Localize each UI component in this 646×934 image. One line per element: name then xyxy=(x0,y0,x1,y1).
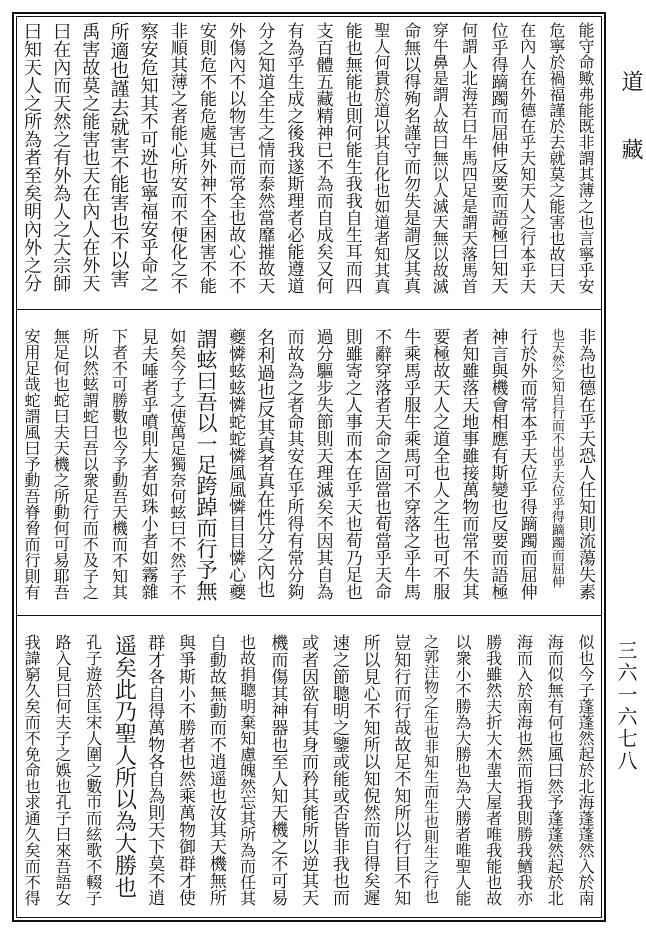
text-column: 聖人何貴於道以其自化也如道者知其真 xyxy=(371,22,391,294)
text-column: 無足何也蛇曰夫天機之所動何可易耶吾 xyxy=(51,328,71,600)
text-column: 所以見心不知所以知倪然而自得矣遲 xyxy=(359,634,380,906)
text-column: 而故為之者命其安在乎所得有常分夠 xyxy=(283,328,304,600)
text-column: 也故捐聰明棄知慮魄然忘其所為而任其 xyxy=(237,634,257,906)
text-column: 群才各自得萬物各自為則天下莫不逍 xyxy=(144,634,165,906)
margin-title: 道 藏 xyxy=(618,70,643,172)
text-column: 在內人在外德在乎天知天人之行本乎天 xyxy=(517,22,537,294)
text-column: 神言與機會相應有斯變也反要而語極 xyxy=(487,328,508,600)
text-column: 海而似無有何也風曰然予蓬蓬然起於北 xyxy=(545,634,565,906)
text-column: 路入見曰何夫子之娛也孔子曰來吾語女 xyxy=(52,634,72,906)
text-column: 非為也德在乎天恐人任知則流蕩失素 xyxy=(575,328,595,600)
text-column: 位乎得蹢躅而屈伸反要而語極曰知天 xyxy=(487,22,508,294)
text-column: 非順其薄之者能心所安而不便化之不 xyxy=(166,22,187,294)
text-column: 名利過也反其真者真在性分之內也 xyxy=(254,328,276,598)
text-column: 速之節聰明之鑒或能或否皆非我也而 xyxy=(328,634,349,906)
text-column: 曰知天人之所為者至矣明內外之分 xyxy=(21,22,43,292)
text-column: 機而傷其神器也至人知天機之不可易 xyxy=(267,634,288,906)
text-column: 危寧於禍福謹於去就莫之能害也故曰天 xyxy=(546,22,566,294)
text-column: 要極故天人之道全也人之生也可不服 xyxy=(429,328,450,600)
text-column: 能守命歟弗能既非謂其薄之也言寧乎安 xyxy=(576,22,595,294)
text-column: 以衆小不勝為大勝也為大勝者唯聖人能 xyxy=(452,634,472,906)
text-column: 或者因欲有其身而矜其能所以逆其天 xyxy=(298,634,319,906)
text-column: 牛乘馬乎服牛乘馬可不穿落之乎牛馬 xyxy=(400,328,421,600)
text-column: 曰在內而天然之有外為人之大宗師 xyxy=(50,22,72,292)
text-column: 見夫唾者乎噴則大者如珠小者如霧雜 xyxy=(137,328,158,600)
text-column: 孔子遊於匡宋人圍之數帀而絃歌不輟子 xyxy=(83,634,103,906)
text-column: 穿牛鼻是謂人故曰無以人滅天無以故滅 xyxy=(430,22,450,294)
text-column: 過分驅步失節則天理滅矣不因其自為 xyxy=(312,328,333,600)
text-column: 謂蚿曰吾以一足跨踔而行予無 xyxy=(193,328,218,601)
text-column: 則雖寄之人事而本在乎天也荀乃足也 xyxy=(341,328,362,600)
lower-register xyxy=(20,634,600,910)
register-divider-1 xyxy=(17,309,601,310)
text-column: 何謂人北海若曰牛馬四足是謂天落馬首 xyxy=(459,22,479,294)
text-column: 夔憐蚿蚿憐蛇蛇憐風風憐目目憐心夔 xyxy=(225,328,246,600)
text-column: 行於外而常本乎天位乎得蹢躅而屈伸 xyxy=(516,328,537,600)
text-column: 下者不可勝數也今予動吾天機而不知其 xyxy=(109,328,129,600)
text-column: 所以然蚿謂蛇曰吾以衆足行而不及子之 xyxy=(80,328,100,600)
text-column: 安則危不能危處其外神不全困害不能 xyxy=(195,22,216,294)
text-column: 分之知道全生之情而泰然當靡摧故天 xyxy=(254,22,275,294)
text-column: 自動故無動而不逍遥也汝其天機無所 xyxy=(205,634,226,906)
text-column: 如矣今子之使萬足獨奈何蚿曰不然子不 xyxy=(167,328,187,600)
text-column: 禹害故莫之能害也天在內人在外天 xyxy=(79,22,101,292)
text-column: 能也無能也則何能生我我自生耳而四 xyxy=(341,22,362,294)
register-divider-2 xyxy=(17,615,601,616)
text-column: 與爭斯小不勝者也然乘萬物御群才使 xyxy=(175,634,196,906)
text-column: 豈知行而行哉故足不知所以行目不知 xyxy=(390,634,411,906)
upper-register xyxy=(20,22,600,298)
page-number: 三六一六七八 xyxy=(614,640,638,772)
text-column: 也天然之知自行而不出乎天位乎得蹢躅而屈伸 xyxy=(548,328,564,588)
text-column: 我諱窮久矣而不免命也求通久矣而不得 xyxy=(22,634,42,906)
text-column: 者知雖落天地事雖接萬物而常不失其 xyxy=(458,328,479,600)
text-column: 察安危知其不可迯也寧福安乎命之 xyxy=(137,22,159,292)
text-column: 似也今子蓬蓬然起於北海蓬蓬然入於南 xyxy=(576,634,595,906)
text-column: 遥矣此乃聖人所以為大勝也 xyxy=(111,634,137,898)
text-column: 勝我雖然夫折大木蜚大屋者唯我能也故 xyxy=(483,634,503,906)
text-column: 之郭注物之生也非知生而生也則生之行也 xyxy=(422,634,441,904)
text-column: 有為乎生成之後我遂斯理者必能遵道 xyxy=(283,22,304,294)
text-column: 所適也謹去就害不能害也不以害 xyxy=(107,22,130,288)
text-column: 海而入於南海也然而指我則勝我鰌我亦 xyxy=(514,634,534,906)
text-column: 命無以得殉名謹守而勿失是謂反其真 xyxy=(400,22,421,294)
text-column: 外傷內不以物害已而常全也故心不不 xyxy=(225,22,246,294)
text-column: 安用足哉蛇謂風曰予動吾脊脅而行則有 xyxy=(22,328,42,600)
middle-register xyxy=(20,328,600,604)
text-column: 支百體五藏精神已不為而自成矣又何 xyxy=(312,22,333,294)
text-column: 不辭穿落者天命之固當也荀當乎天命 xyxy=(370,328,391,600)
